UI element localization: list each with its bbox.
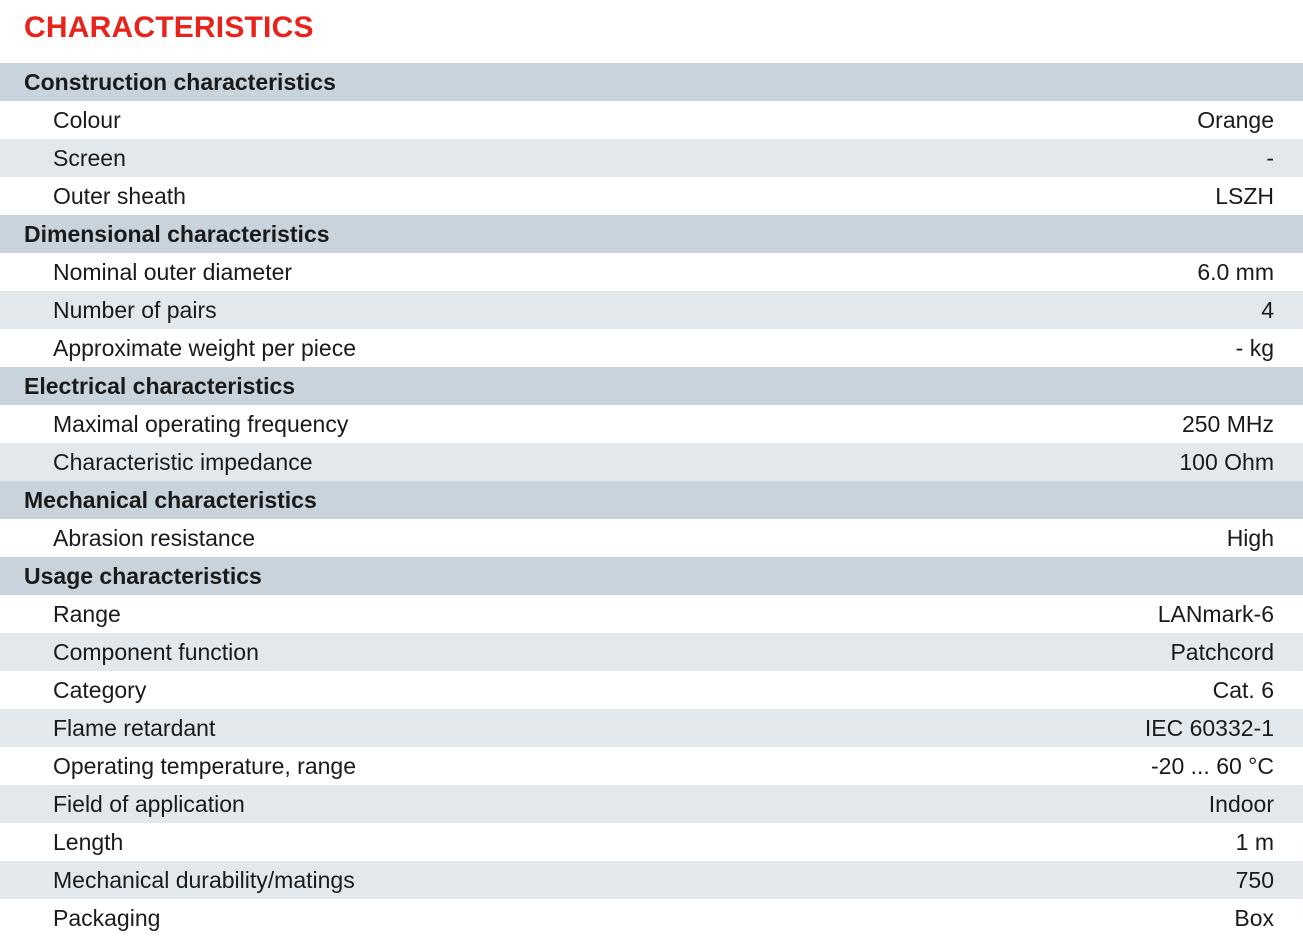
row-value: Patchcord [1170, 639, 1274, 665]
row-label: Abrasion resistance [53, 525, 255, 551]
table-row [0, 899, 1303, 937]
table-row [0, 671, 1303, 709]
row-value: 750 [1235, 867, 1274, 893]
section [0, 481, 1303, 557]
table-row [0, 329, 1303, 367]
row-value: Indoor [1208, 791, 1274, 817]
row-label: Nominal outer diameter [53, 259, 293, 285]
row-label: Number of pairs [53, 297, 217, 323]
row-value: LANmark-6 [1157, 601, 1274, 627]
row-value: IEC 60332-1 [1144, 715, 1274, 741]
table-row [0, 519, 1303, 557]
row-label: Colour [53, 107, 121, 133]
row-label: Maximal operating frequency [53, 411, 349, 437]
row-label: Mechanical durability/matings [53, 867, 355, 893]
row-label: Approximate weight per piece [53, 335, 356, 361]
row-value: 1 m [1235, 829, 1274, 855]
row-value: High [1226, 525, 1274, 551]
table-row [0, 443, 1303, 481]
row-label: Length [53, 829, 124, 855]
table-row [0, 101, 1303, 139]
table-row [0, 785, 1303, 823]
section [0, 215, 1303, 367]
row-label: Field of application [53, 791, 245, 817]
row-value: Box [1234, 905, 1274, 931]
row-label: Characteristic impedance [53, 449, 313, 475]
row-value: 100 Ohm [1179, 449, 1274, 475]
table-row [0, 709, 1303, 747]
table-row [0, 405, 1303, 443]
row-label: Packaging [53, 905, 161, 931]
table-row [0, 823, 1303, 861]
table-row [0, 595, 1303, 633]
row-value: -20 ... 60 °C [1151, 753, 1274, 779]
row-value: - [1266, 145, 1274, 171]
section-header: Dimensional characteristics [0, 215, 1303, 253]
row-label: Component function [53, 639, 259, 665]
row-value: 6.0 mm [1197, 259, 1274, 285]
table-row [0, 747, 1303, 785]
row-label: Outer sheath [53, 183, 186, 209]
table-row [0, 633, 1303, 671]
section [0, 367, 1303, 481]
table-row [0, 253, 1303, 291]
row-value: Cat. 6 [1212, 677, 1274, 703]
section-header: Construction characteristics [0, 63, 1303, 101]
row-label: Screen [53, 145, 126, 171]
section-header: Usage characteristics [0, 557, 1303, 595]
row-value: Orange [1197, 107, 1274, 133]
row-label: Operating temperature, range [53, 753, 357, 779]
row-value: 4 [1261, 297, 1274, 323]
row-label: Flame retardant [53, 715, 216, 741]
section [0, 63, 1303, 215]
section-header: Mechanical characteristics [0, 481, 1303, 519]
page-title: CHARACTERISTICS [24, 11, 314, 44]
table-row [0, 139, 1303, 177]
row-label: Category [53, 677, 147, 703]
characteristics-table [0, 63, 1303, 937]
section [0, 557, 1303, 937]
row-value: LSZH [1215, 183, 1274, 209]
table-row [0, 177, 1303, 215]
section-header: Electrical characteristics [0, 367, 1303, 405]
table-row [0, 861, 1303, 899]
row-value: - kg [1235, 335, 1274, 361]
table-row [0, 291, 1303, 329]
row-label: Range [53, 601, 121, 627]
row-value: 250 MHz [1181, 411, 1274, 437]
